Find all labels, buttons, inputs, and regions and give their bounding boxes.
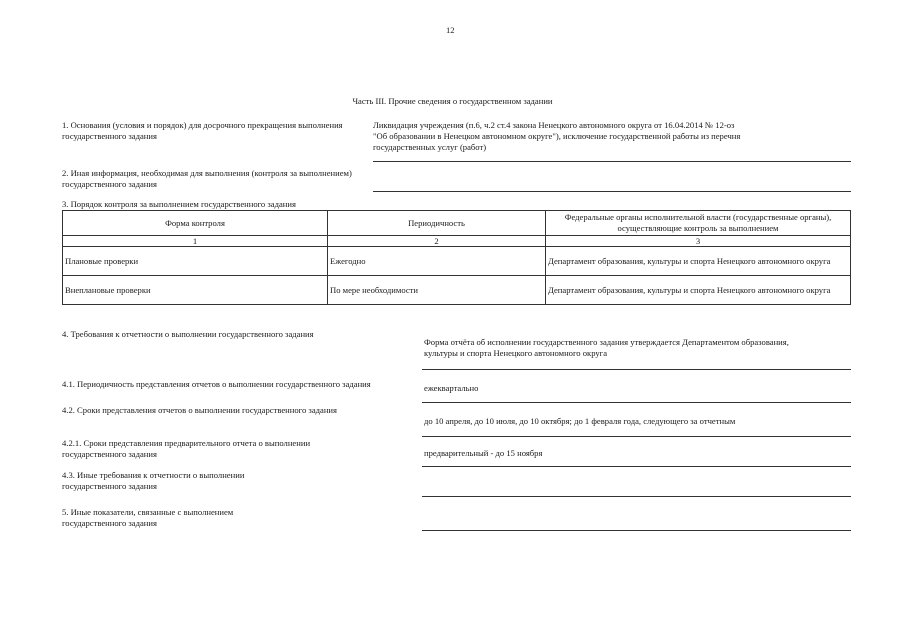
cell-period: По мере необходимости (328, 276, 546, 305)
table-row (63, 276, 851, 305)
header-organ: Федеральные органы исполнительной власти (государственные органы), осуществляющие контроль за выполнением (546, 211, 851, 236)
item3-label: 3. Порядок контроля за выполнением государственного задания (62, 199, 296, 209)
item1-value (373, 120, 851, 153)
item2-label: 2. Иная информация, необходимая для выполнения (контроля за выполнением) государственного задания (62, 168, 352, 189)
cell-form: Внеплановые проверки (63, 276, 328, 305)
item4-underline (422, 369, 851, 370)
item1-value-line2: "Об образовании в Ненецком автономном округе"), исключение государственной работы из перечня (373, 131, 741, 141)
item4-2-1-label: 4.2.1. Сроки представления предварительного отчета о выполнении государственного задания (62, 438, 311, 459)
page-number: 12 (446, 25, 455, 35)
col-number: 2 (328, 236, 546, 247)
control-table-numbers (63, 236, 851, 247)
item1-label: 1. Основания (условия и порядок) для досрочного прекращения выполнения государственного задания (62, 120, 343, 141)
item4-value: Форма отчёта об исполнении государственного задания утверждается Департаментом образования, культуры и спорта Ненецкого автономного округа (424, 337, 789, 358)
header-form: Форма контроля (63, 211, 328, 236)
item4-3-label: 4.3. Иные требования к отчетности о выполнении государственного задания (62, 470, 245, 491)
item4-1-underline (422, 402, 851, 403)
item2-underline (373, 191, 851, 192)
item5-label: 5. Иные показатели, связанные с выполнением государственного задания (62, 507, 234, 528)
item1-underline (373, 161, 851, 162)
item1-value-line1: Ликвидация учреждения (п.6, ч.2 ст.4 закона Ненецкого автономного округа от 16.04.2014 № 12-оз (373, 120, 735, 130)
section-title: Часть III. Прочие сведения о государственном задании (352, 96, 553, 106)
cell-organ: Департамент образования, культуры и спорта Ненецкого автономного округа (546, 247, 851, 276)
cell-organ: Департамент образования, культуры и спорта Ненецкого автономного округа (546, 276, 851, 305)
item4-2-1-value: предварительный - до 15 ноября (424, 448, 543, 458)
table-row (63, 247, 851, 276)
item4-1-label: 4.1. Периодичность представления отчетов о выполнении государственного задания (62, 379, 371, 389)
col-number: 1 (63, 236, 328, 247)
col-number: 3 (546, 236, 851, 247)
cell-form: Плановые проверки (63, 247, 328, 276)
control-table (62, 210, 851, 305)
item4-1-value: ежеквартально (424, 383, 479, 393)
item4-2-value: до 10 апреля, до 10 июля, до 10 октября; до 1 февраля года, следующего за отчетным (424, 416, 736, 426)
item1-value-line3: государственных услуг (работ) (373, 142, 487, 152)
control-table-header (63, 211, 851, 236)
cell-period: Ежегодно (328, 247, 546, 276)
item4-2-label: 4.2. Сроки представления отчетов о выполнении государственного задания (62, 405, 337, 415)
item5-underline (422, 530, 851, 531)
item4-2-1-underline (422, 466, 851, 467)
item4-label: 4. Требования к отчетности о выполнении государственного задания (62, 329, 314, 339)
item4-3-underline (422, 496, 851, 497)
item4-2-underline (422, 436, 851, 437)
header-period: Периодичность (328, 211, 546, 236)
